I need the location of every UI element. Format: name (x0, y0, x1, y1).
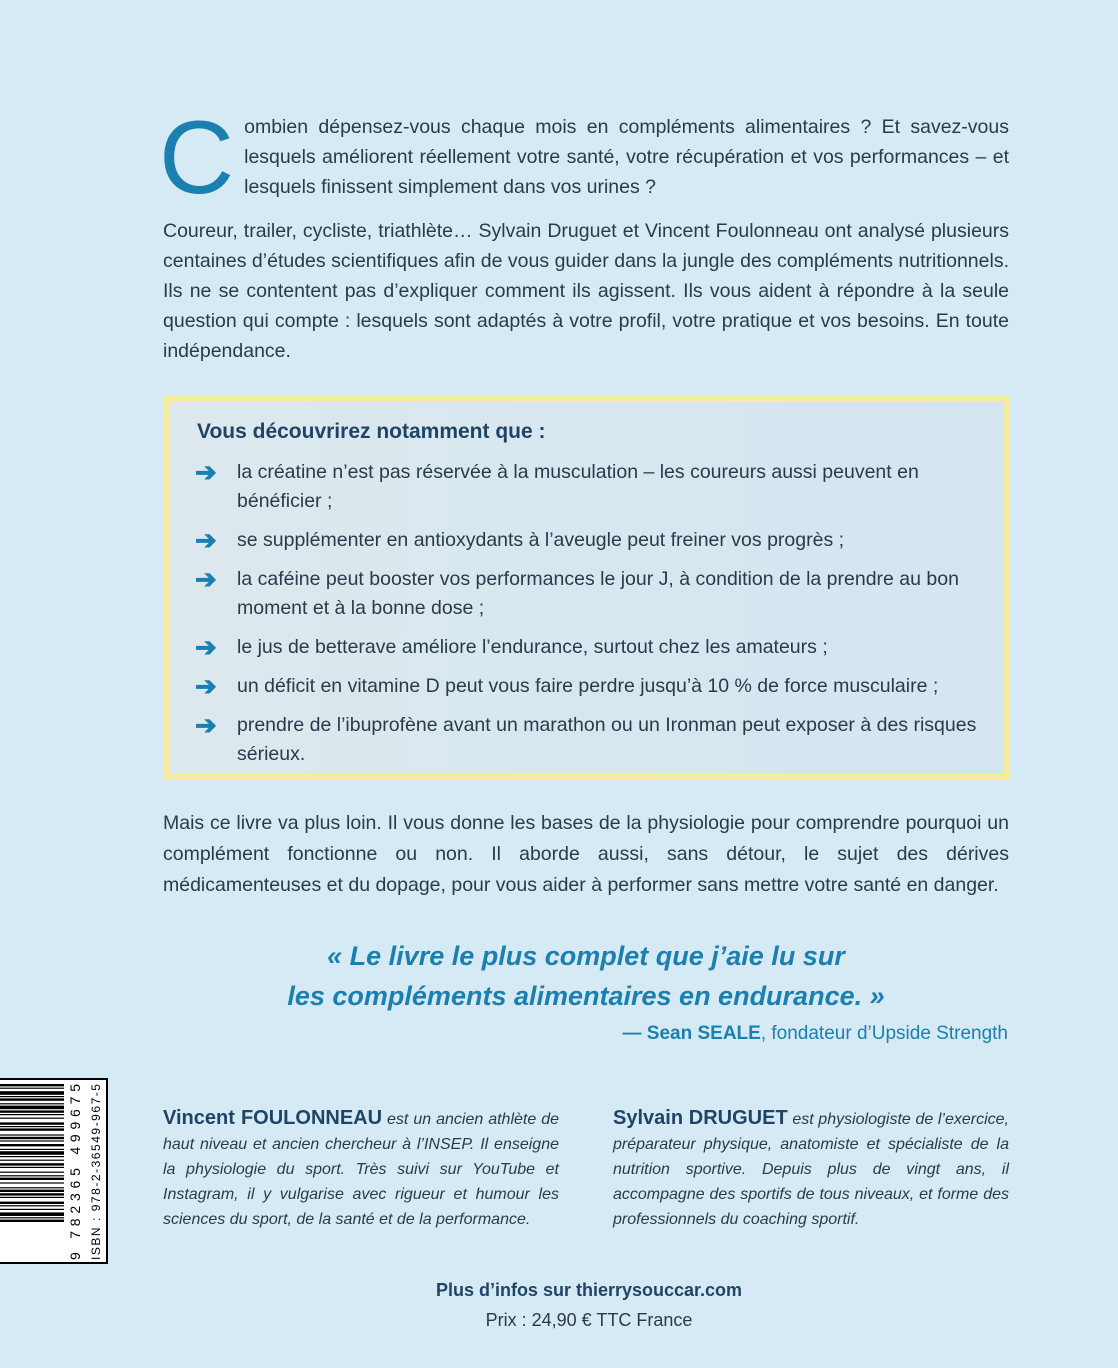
barcode-bar (0, 1202, 64, 1204)
description-paragraph: Coureur, trailer, cycliste, triathlète… Sylvain Druguet et Vincent Foulonneau ont analysé plusieurs centaines d’études scientifiques afin de vous guider dans la jungle des compléments nutritionnels. Ils ne se contentent pas d’expliquer comment ils agissent. Ils vous aident à répondre à la seule question qui compte : lesquels sont adaptés à votre profil, votre pratique et vos besoins. En toute indépendance. (163, 220, 1009, 362)
list-item (195, 565, 985, 623)
author-bio-foulonneau (163, 1106, 559, 1232)
barcode-bar (0, 1190, 64, 1192)
highlights-title: Vous découvrirez notamment que : (197, 420, 546, 443)
barcode-bar (0, 1182, 64, 1183)
intro-paragraph (159, 100, 1009, 216)
author-bio-text: est un ancien athlète de haut niveau et ancien chercheur à l’INSEP. Il enseigne la physiologie du sport. Très suivi sur YouTube et Instagram, il y vulgarise avec rigueur et humour les sciences du sport, de la santé et de la performance. (163, 1111, 559, 1228)
barcode-bar (0, 1096, 64, 1097)
barcode-bar (0, 1110, 64, 1112)
list-item-text: un déficit en vitamine D peut vous faire perdre jusqu’à 10 % de force musculaire ; (237, 675, 939, 697)
barcode-bar (0, 1091, 64, 1095)
arrow-right-icon: ➔ (195, 564, 217, 594)
barcode-bar (0, 1149, 64, 1150)
attribution-dash: — (622, 1023, 642, 1044)
barcode-bar (0, 1209, 64, 1210)
barcode-bar (0, 1126, 64, 1127)
arrow-right-icon: ➔ (195, 710, 217, 740)
barcode-bar (0, 1137, 64, 1139)
list-item-text: la créatine n’est pas réservée à la musculation – les coureurs aussi peuvent en bénéficier ; (237, 461, 919, 512)
barcode-bar (0, 1106, 64, 1110)
list-item (195, 526, 985, 555)
arrow-right-icon: ➔ (195, 632, 217, 662)
barcode-bar (0, 1103, 64, 1104)
barcode-bar (0, 1156, 64, 1157)
barcode-bar (0, 1167, 64, 1168)
intro-text: ombien dépensez-vous chaque mois en compléments alimentaires ? Et savez-vous lesquels améliorent réellement votre santé, votre récupération et vos performances – et lesquels finissent simplement dans vos urines ? (244, 116, 1009, 198)
barcode-bar (0, 1175, 64, 1176)
barcode-bar (0, 1088, 64, 1089)
barcode-bar (0, 1193, 64, 1195)
barcode-bar (0, 1134, 64, 1135)
barcode-bar (0, 1197, 64, 1198)
highlights-list (195, 458, 985, 779)
barcode-graphic (0, 1080, 106, 1266)
barcode-bar (0, 1187, 64, 1188)
barcode-bar (0, 1114, 64, 1115)
barcode-bar (0, 1212, 64, 1216)
list-item-text: se supplémenter en antioxydants à l’aveugle peut freiner vos progrès ; (237, 529, 845, 551)
barcode (0, 1078, 108, 1264)
barcode-bar (0, 1098, 64, 1100)
arrow-right-icon: ➔ (195, 525, 217, 555)
arrow-right-icon: ➔ (195, 457, 217, 487)
barcode-bar (0, 1163, 64, 1165)
list-item (195, 672, 985, 701)
barcode-bar (0, 1205, 64, 1206)
barcode-bar (0, 1172, 64, 1173)
barcode-bar (0, 1140, 64, 1141)
list-item (195, 711, 985, 769)
list-item (195, 633, 985, 662)
physiology-paragraph: Mais ce livre va plus loin. Il vous donne les bases de la physiologie pour comprendre pourquoi un complément fonctionne ou non. Il aborde aussi, sans détour, le sujet des dérives médicamenteuses et du dopage, pour vous aider à performer sans mettre votre santé en danger. (163, 812, 1009, 896)
barcode-bar (0, 1144, 64, 1146)
barcode-bar (0, 1118, 64, 1119)
list-item-text: prendre de l’ibuprofène avant un marathon ou un Ironman peut exposer à des risques sérieux. (237, 714, 977, 765)
barcode-bar (0, 1151, 64, 1155)
barcode-bar (0, 1128, 64, 1130)
attribution-name: Sean SEALE (646, 1023, 761, 1044)
author-bio-text: est physiologiste de l’exercice, préparateur physique, anatomiste et spécialiste de la nutrition sportive. Depuis plus de vingt ans, il accompagne des sportifs de tous niveaux, et forme des professionnels du coaching sportif. (613, 1111, 1010, 1228)
quote-line-2: les compléments alimentaires en endurance. » (287, 981, 885, 1011)
highlights-box (163, 396, 1009, 780)
barcode-digits: 9 782365 499675 (67, 1084, 83, 1260)
author-name: Sylvain DRUGUET (613, 1107, 788, 1129)
arrow-right-icon: ➔ (195, 671, 217, 701)
barcode-bar (0, 1122, 64, 1124)
attribution-role: , fondateur d’Upside Strength (760, 1023, 1008, 1044)
quote-attribution (623, 1023, 1009, 1045)
barcode-bar (0, 1220, 64, 1222)
quote-line-1: « Le livre le plus complet que j’aie lu sur (327, 941, 845, 971)
barcode-bar (0, 1084, 64, 1086)
list-item-text: le jus de betterave améliore l’endurance, surtout chez les amateurs ; (237, 636, 828, 658)
website-info: Plus d’infos sur thierrysouccar.com (435, 1280, 743, 1300)
barcode-bar (0, 1217, 64, 1218)
barcode-bar (0, 1178, 64, 1180)
list-item-text: la caféine peut booster vos performances le jour J, à condition de la prendre au bon moment et à la bonne dose ; (237, 568, 959, 619)
drop-cap: C (159, 100, 235, 216)
isbn-text: ISBN : 978-2-36549-967-5 (89, 1084, 103, 1260)
barcode-bar (0, 1160, 64, 1161)
testimonial-quote (163, 936, 1009, 1016)
author-bio-druguet (613, 1106, 1009, 1232)
list-item (195, 458, 985, 516)
author-name: Vincent FOULONNEAU (163, 1107, 383, 1129)
price: Prix : 24,90 € TTC France (485, 1310, 693, 1330)
